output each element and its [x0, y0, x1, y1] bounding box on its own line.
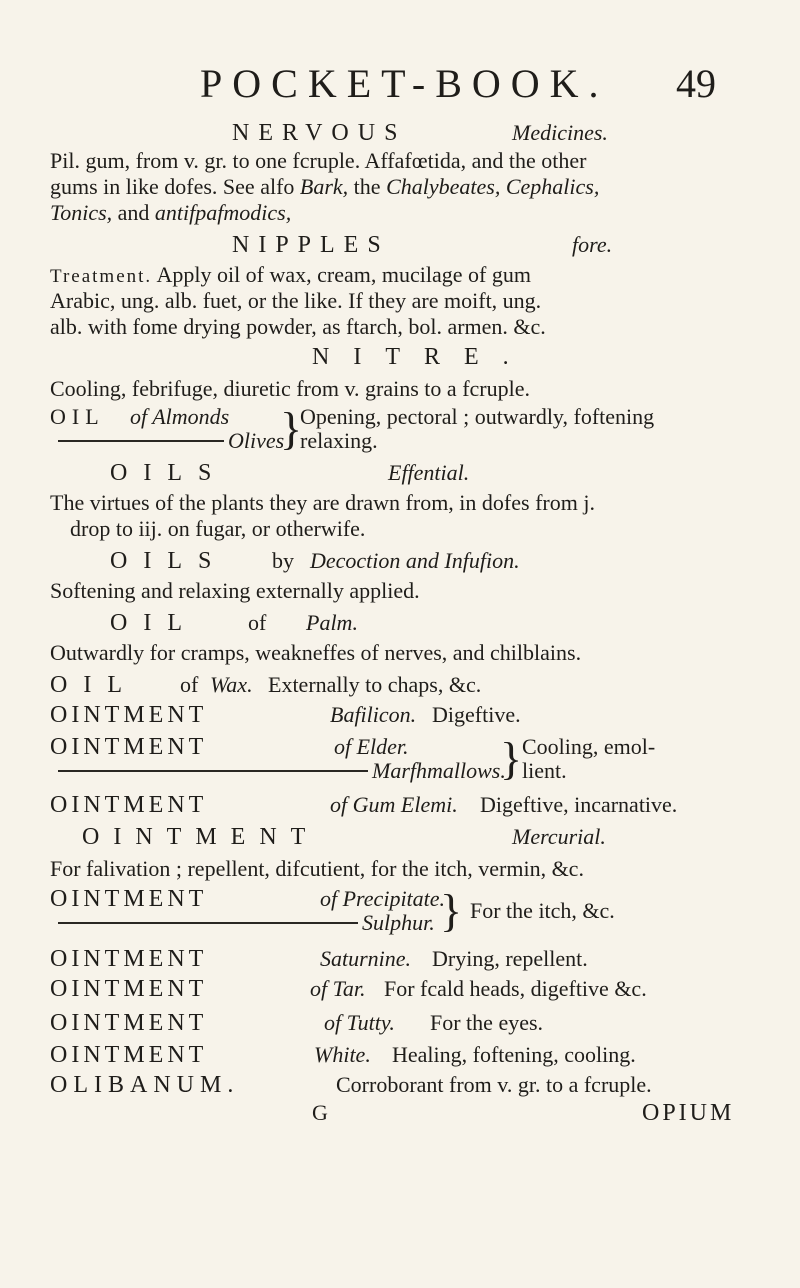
entry-subheading: Effential. — [388, 460, 470, 485]
entry-text: Pil. gum, from v. gr. to one fcruple. Affafœtida, and the other — [50, 148, 587, 173]
entry-text: For fcald heads, digeftive &c. — [384, 976, 647, 1001]
entry-text: Healing, foftening, cooling. — [392, 1042, 636, 1067]
entry-heading: OINTMENT — [50, 702, 208, 728]
entry-text: lient. — [522, 758, 567, 783]
entry-subheading: Palm. — [306, 610, 358, 635]
entry-text: For the eyes. — [430, 1010, 544, 1035]
entry-subheading: of Gum Elemi. — [330, 792, 458, 817]
page-number: 49 — [676, 61, 716, 106]
entry-text: Cooling, febrifuge, diuretic from v. grains to a fcruple. — [50, 376, 530, 401]
entry-text: relaxing. — [300, 428, 378, 453]
entry-text: The virtues of the plants they are drawn from, in dofes from j. — [50, 490, 595, 515]
entry-text: Digeftive. — [432, 702, 521, 727]
entry-text: Cooling, emol- — [522, 734, 656, 759]
entry-heading: OINTMENT — [50, 1010, 208, 1036]
entry-subheading: of Elder. — [334, 734, 409, 759]
ditto-rule — [58, 770, 368, 772]
entry-heading: OIL — [110, 610, 198, 636]
entry-heading: OINTMENT — [50, 886, 208, 912]
entry-subheading: Decoction and Infufion. — [310, 548, 520, 573]
catchword: OPIUM — [642, 1100, 735, 1126]
entry-text: of — [248, 610, 267, 635]
entry-subheading: White. — [314, 1042, 371, 1067]
entry-heading: OLIBANUM. — [50, 1072, 240, 1098]
entry-text: Drying, repellent. — [432, 946, 588, 971]
entry-subheading: Medicines. — [512, 120, 608, 145]
ditto-rule — [58, 440, 224, 442]
entry-text: of — [180, 672, 199, 697]
running-title: POCKET-BOOK. — [200, 61, 609, 106]
entry-heading: OINTMENT — [50, 946, 208, 972]
entry-heading: OILS — [110, 460, 228, 486]
entry-subheading: Saturnine. — [320, 946, 412, 971]
entry-subheading: Bafilicon. — [330, 702, 417, 727]
entry-text: Softening and relaxing externally applied. — [50, 578, 420, 603]
brace-icon: } — [280, 403, 303, 454]
entry-heading: NITRE. — [312, 344, 533, 370]
entry-heading: OINTMENT — [82, 824, 320, 850]
signature-mark: G — [312, 1100, 328, 1125]
entry-text: For falivation ; repellent, difcutient, for the itch, vermin, &c. — [50, 856, 584, 881]
entry-subheading: of Tutty. — [324, 1010, 395, 1035]
entry-text: Tonics, and antifpafmodics, — [50, 200, 292, 225]
entry-text: Digeftive, incarnative. — [480, 792, 678, 817]
entry-heading: OIL — [50, 404, 105, 429]
entry-subheading: Marfhmallows. — [372, 758, 506, 783]
entry-text: by — [272, 548, 294, 573]
entry-heading: OINTMENT — [50, 734, 208, 760]
entry-text: Treatment. Apply oil of wax, cream, mucilage of gum — [50, 262, 531, 287]
entry-text: Corroborant from v. gr. to a fcruple. — [336, 1072, 652, 1097]
entry-subheading: of Almonds — [130, 404, 230, 429]
entry-text: Opening, pectoral ; outwardly, foftening — [300, 404, 655, 429]
entry-subheading: Wax. — [210, 672, 253, 697]
entry-heading: NIPPLES — [232, 232, 390, 258]
entry-subheading: Mercurial. — [512, 824, 606, 849]
entry-heading: OILS — [110, 548, 228, 574]
entry-subheading: of Tar. — [310, 976, 366, 1001]
entry-heading: OINTMENT — [50, 976, 208, 1002]
entry-heading: NERVOUS — [232, 120, 407, 146]
entry-heading: OINTMENT — [50, 792, 208, 818]
entry-subheading: of Precipitate. — [320, 886, 446, 911]
entry-subheading: Sulphur. — [362, 910, 435, 935]
entry-text: gums in like dofes. See alfo Bark, the Chalybeates, Cephalics, — [50, 174, 600, 199]
ditto-rule — [58, 922, 358, 924]
entry-text: Outwardly for cramps, weakneffes of nerves, and chilblains. — [50, 640, 582, 665]
entry-text: Arabic, ung. alb. fuet, or the like. If they are moift, ung. — [50, 288, 542, 313]
entry-text: For the itch, &c. — [470, 898, 615, 923]
entry-heading: OINTMENT — [50, 1042, 208, 1068]
entry-heading: OIL — [50, 672, 138, 698]
entry-subheading: Olives — [228, 428, 285, 453]
entry-subheading: fore. — [572, 232, 613, 257]
brace-icon: } — [440, 885, 463, 936]
entry-text: alb. with fome drying powder, as ftarch, bol. armen. &c. — [50, 314, 546, 339]
brace-icon: } — [500, 733, 523, 784]
entry-text: drop to iij. on fugar, or otherwife. — [70, 516, 366, 541]
entry-text: Externally to chaps, &c. — [268, 672, 482, 697]
